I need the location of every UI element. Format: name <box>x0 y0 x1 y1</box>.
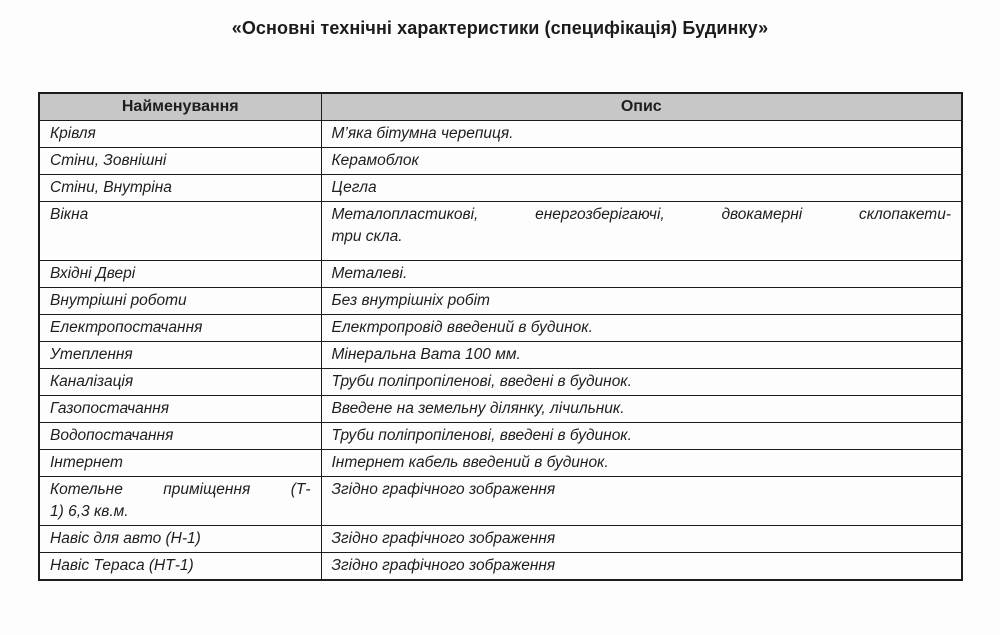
desc-cell <box>321 477 962 526</box>
name-cell <box>39 450 321 477</box>
desc-cell <box>321 396 962 423</box>
name-cell-line: Інтернет <box>50 454 123 471</box>
column-header-desc: Опис <box>321 93 962 121</box>
desc-cell-line: Металеві. <box>331 265 408 282</box>
table-row <box>39 450 962 477</box>
desc-cell-line: Мінеральна Вата 100 мм. <box>331 346 521 363</box>
table-row <box>39 477 962 526</box>
desc-cell-line: Електропровід введений в будинок. <box>331 319 593 336</box>
name-cell-line: Навіс Тераса (НТ-1) <box>50 557 194 574</box>
desc-cell <box>321 261 962 288</box>
name-cell <box>39 477 321 526</box>
name-cell-line: Каналізація <box>50 373 134 390</box>
desc-cell-line: три скла. <box>331 228 403 245</box>
name-cell-line: Крівля <box>50 125 96 142</box>
name-cell-line: Вхідні Двері <box>50 265 136 282</box>
desc-cell <box>321 288 962 315</box>
name-cell-line: Стіни, Зовнішні <box>50 152 167 169</box>
name-cell <box>39 369 321 396</box>
name-cell <box>39 288 321 315</box>
name-cell-line: Стіни, Внутріна <box>50 179 172 196</box>
name-cell-line: Газопостачання <box>50 400 170 417</box>
name-cell-line: Внутрішні роботи <box>50 292 187 309</box>
desc-cell-line: Без внутрішніх робіт <box>331 292 490 309</box>
name-cell-line: Котельне приміщення (Т- <box>50 481 311 498</box>
table-row <box>39 288 962 315</box>
name-cell <box>39 526 321 553</box>
name-cell <box>39 553 321 581</box>
desc-cell <box>321 526 962 553</box>
table-header-row <box>39 93 962 121</box>
desc-cell <box>321 121 962 148</box>
name-cell-line: Вікна <box>50 206 89 223</box>
desc-cell <box>321 202 962 261</box>
name-cell-line: Водопостачання <box>50 427 174 444</box>
table-row <box>39 121 962 148</box>
column-header-name: Найменування <box>39 93 321 121</box>
name-cell <box>39 423 321 450</box>
desc-cell <box>321 553 962 581</box>
desc-cell <box>321 148 962 175</box>
spec-table <box>38 92 963 581</box>
table-row <box>39 526 962 553</box>
desc-cell <box>321 450 962 477</box>
desc-cell-line: Металопластикові, енергозберігаючі, двокамерні склопакети- <box>331 206 951 223</box>
name-cell-line: 1) 6,3 кв.м. <box>50 503 129 520</box>
desc-cell <box>321 175 962 202</box>
page-title: «Основні технічні характеристики (специфікація) Будинку» <box>231 18 769 38</box>
table-row <box>39 315 962 342</box>
name-cell <box>39 202 321 261</box>
name-cell <box>39 396 321 423</box>
table-row <box>39 369 962 396</box>
table-row <box>39 396 962 423</box>
desc-cell-line: Труби поліпропіленові, введені в будинок. <box>331 373 632 390</box>
name-cell-line: Утеплення <box>50 346 133 363</box>
name-cell <box>39 261 321 288</box>
desc-cell-line: Згідно графічного зображення <box>331 481 556 498</box>
name-cell <box>39 342 321 369</box>
name-cell <box>39 175 321 202</box>
table-row <box>39 553 962 581</box>
desc-cell-line: Згідно графічного зображення <box>331 557 556 574</box>
desc-cell <box>321 315 962 342</box>
desc-cell <box>321 342 962 369</box>
name-cell <box>39 148 321 175</box>
table-row <box>39 342 962 369</box>
desc-cell-line: М’яка бітумна черепиця. <box>331 125 514 142</box>
table-row <box>39 175 962 202</box>
table-row <box>39 261 962 288</box>
table-row <box>39 202 962 261</box>
desc-cell <box>321 423 962 450</box>
desc-cell <box>321 369 962 396</box>
desc-cell-line: Керамоблок <box>331 152 419 169</box>
desc-cell-line: Згідно графічного зображення <box>331 530 556 547</box>
table-row <box>39 148 962 175</box>
table-row <box>39 423 962 450</box>
name-cell <box>39 315 321 342</box>
desc-cell-line: Інтернет кабель введений в будинок. <box>331 454 609 471</box>
desc-cell-line: Цегла <box>331 179 377 196</box>
desc-cell-line: Труби поліпропіленові, введені в будинок. <box>331 427 632 444</box>
desc-cell-line: Введене на земельну ділянку, лічильник. <box>331 400 625 417</box>
name-cell-line: Електропостачання <box>50 319 203 336</box>
name-cell-line: Навіс для авто (Н-1) <box>50 530 201 547</box>
name-cell <box>39 121 321 148</box>
